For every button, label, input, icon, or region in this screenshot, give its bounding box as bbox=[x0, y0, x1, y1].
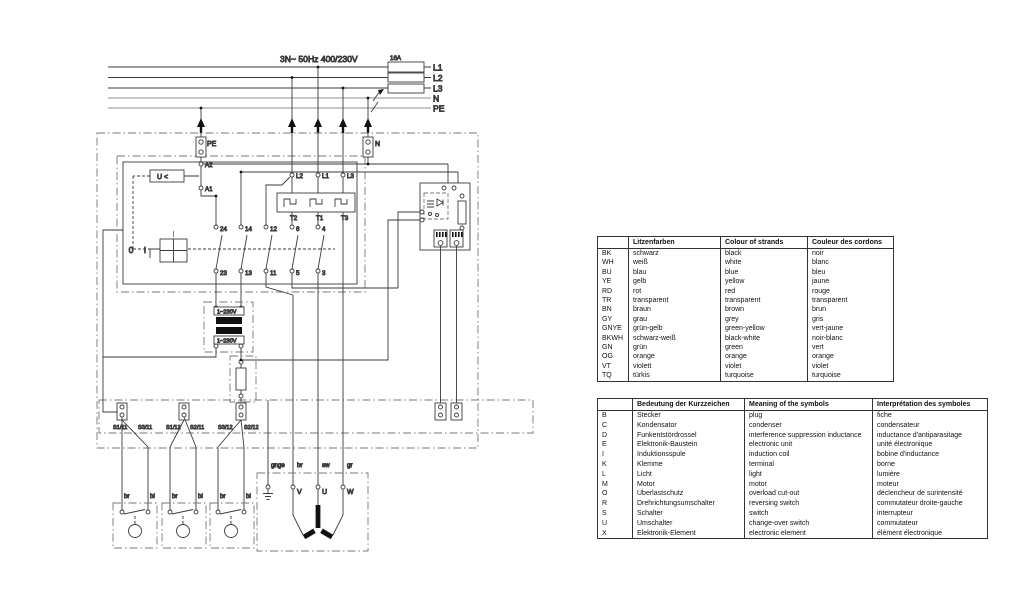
contact-number: 3 bbox=[322, 270, 326, 277]
motor-wiring bbox=[266, 212, 353, 485]
strip-terminal-block bbox=[236, 403, 246, 420]
phase-label-l1: L1 bbox=[322, 173, 329, 180]
color-code-table bbox=[597, 236, 894, 382]
motor-wire-color: gr bbox=[347, 462, 353, 469]
column-header: Interprétation des symboles bbox=[873, 399, 988, 411]
table-row: C Kondensator condenser condensateur bbox=[598, 421, 988, 431]
phase-terminals bbox=[290, 133, 354, 180]
table-row: VT violett violet violet bbox=[598, 362, 894, 371]
contact-number: 13 bbox=[245, 270, 252, 277]
terminal-strip bbox=[113, 403, 462, 431]
contact-number: 4 bbox=[322, 226, 326, 233]
table-row: O Überlastschutz overload cut-out déclencheur de surintensité bbox=[598, 489, 988, 499]
table-row: X Elektronik-Element electronic element élément électronique bbox=[598, 529, 988, 539]
pen-split-mark bbox=[371, 89, 384, 112]
table-row: TR transparent transparent transparent bbox=[598, 296, 894, 305]
symbol-table-header-row bbox=[598, 399, 988, 411]
table-row: L Licht light lumière bbox=[598, 470, 988, 480]
column-header: Meaning of the symbols bbox=[745, 399, 873, 411]
color-table-header-row bbox=[598, 237, 894, 249]
column-header: Couleur des cordons bbox=[808, 237, 894, 249]
plug-arrow bbox=[314, 118, 322, 133]
wire-color-label: bl bbox=[198, 493, 203, 500]
table-row: WH weiß white blanc bbox=[598, 258, 894, 267]
switch-pos-on: I bbox=[143, 245, 147, 255]
table-row: D Funkentstördrossel interference suppression inductance inductance d'antiparasitage bbox=[598, 431, 988, 441]
table-row: TQ türkis turquoise turquoise bbox=[598, 371, 894, 381]
line-label-l2: L2 bbox=[433, 73, 443, 83]
switch-pos-off: 0 bbox=[128, 245, 134, 255]
fuse-rating: 16A bbox=[390, 55, 402, 62]
door-switch-3 bbox=[210, 503, 254, 548]
coil-terminal-a1: A1 bbox=[205, 186, 213, 193]
table-row: GNYE grün-gelb green-yellow vert-jaune bbox=[598, 324, 894, 333]
door-switch-1 bbox=[113, 503, 157, 548]
contact-number: 23 bbox=[220, 270, 227, 277]
table-row: OG orange orange orange bbox=[598, 352, 894, 361]
overload-out-t3: T3 bbox=[341, 215, 349, 222]
strip-label: S2/12 bbox=[244, 425, 259, 431]
contact-number: 6 bbox=[296, 226, 300, 233]
table-row: YE gelb yellow jaune bbox=[598, 277, 894, 286]
line-label-pe: PE bbox=[433, 103, 445, 114]
motor-wire-color: gnge bbox=[271, 462, 285, 469]
wire-color-label: bl bbox=[246, 493, 251, 500]
transformer-secondary-label: 1~230V bbox=[217, 338, 237, 345]
contact-number: 11 bbox=[270, 270, 277, 277]
table-row: R Drehrichtungsumschalter reversing switch commutateur droite-gauche bbox=[598, 499, 988, 509]
wire-color-label: br bbox=[220, 493, 226, 500]
door-switch-2 bbox=[162, 503, 206, 548]
transformer-primary-label: 1~230V bbox=[217, 309, 237, 316]
strip-label: S1/12 bbox=[166, 425, 181, 431]
contact-number: 24 bbox=[220, 226, 227, 233]
table-row: BN braun brown brun bbox=[598, 305, 894, 314]
earth-symbol bbox=[263, 489, 273, 500]
supply-taps bbox=[200, 66, 384, 119]
symbol-table-body bbox=[598, 411, 988, 539]
motor-wire-color: br bbox=[297, 462, 303, 469]
manual-switch-handle bbox=[129, 231, 187, 262]
motor-terminal-w: W bbox=[347, 489, 354, 496]
line-label-l1: L1 bbox=[433, 62, 443, 73]
plug-connectors bbox=[197, 118, 372, 133]
color-table-body bbox=[598, 249, 894, 382]
line-label-n: N bbox=[433, 93, 440, 104]
overload-out-t2: T2 bbox=[290, 215, 298, 222]
electronic-module bbox=[420, 183, 470, 405]
phase-label-l3: L3 bbox=[347, 173, 354, 180]
wire-color-label: br bbox=[124, 493, 130, 500]
contact-number: 12 bbox=[270, 226, 277, 233]
table-row: K Klemme terminal borne bbox=[598, 460, 988, 470]
table-row: BKWH schwarz-weiß black-white noir-blanc bbox=[598, 334, 894, 343]
column-header bbox=[598, 399, 633, 411]
table-row: S Schalter switch interrupteur bbox=[598, 509, 988, 519]
column-header: Bedeutung der Kurzzeichen bbox=[633, 399, 745, 411]
contact-number: 5 bbox=[296, 270, 300, 277]
table-row: GY grau grey gris bbox=[598, 315, 894, 324]
star-winding bbox=[293, 489, 343, 537]
pe-terminal-label: PE bbox=[207, 141, 217, 148]
table-row: GN grün green vert bbox=[598, 343, 894, 352]
column-header: Colour of strands bbox=[721, 237, 808, 249]
table-row: I Induktionsspule induction coil bobine d'inductance bbox=[598, 450, 988, 460]
column-header bbox=[598, 237, 629, 249]
plug-arrow bbox=[339, 118, 347, 133]
plug-arrow bbox=[288, 118, 296, 133]
contact-number: 14 bbox=[245, 226, 252, 233]
table-row: BK schwarz black noir bbox=[598, 249, 894, 259]
supply-fuses bbox=[388, 55, 424, 93]
strip-label: S1/11 bbox=[113, 425, 128, 431]
column-header: Litzenfarben bbox=[629, 237, 721, 249]
phase-label-l2: L2 bbox=[296, 173, 303, 180]
strip-label: S2/11 bbox=[190, 425, 205, 431]
table-row: U Umschalter change-over switch commutateur bbox=[598, 519, 988, 529]
overload-out-t1: T1 bbox=[316, 215, 324, 222]
undervoltage-symbol: U < bbox=[157, 174, 169, 181]
strip-terminal-block bbox=[435, 403, 462, 420]
strip-label: S3/12 bbox=[218, 425, 233, 431]
plug-arrow bbox=[197, 118, 205, 133]
pe-terminal-block bbox=[196, 133, 217, 162]
control-fuse bbox=[230, 356, 256, 405]
table-row: RD rot red rouge bbox=[598, 287, 894, 296]
table-row: BU blau blue bleu bbox=[598, 268, 894, 277]
wire-color-label: br bbox=[172, 493, 178, 500]
motor-wire-color: sw bbox=[322, 462, 330, 469]
coil-terminal-a2: A2 bbox=[205, 162, 213, 169]
plug-arrow bbox=[364, 118, 372, 133]
n-terminal-block bbox=[363, 133, 380, 157]
motor bbox=[257, 473, 368, 551]
table-row: B Stecker plug fiche bbox=[598, 411, 988, 421]
motor-terminal-u: U bbox=[322, 489, 328, 496]
terminal-strip-outline bbox=[99, 400, 533, 433]
table-row: E Elektronik-Baustein electronic unit unité électronique bbox=[598, 440, 988, 450]
table-row: M Motor motor moteur bbox=[598, 480, 988, 490]
strip-label: S3/11 bbox=[138, 425, 153, 431]
symbol-meaning-table bbox=[597, 398, 988, 539]
n-terminal-label: N bbox=[375, 141, 381, 148]
supply-rating: 3N~ 50Hz 400/230V bbox=[280, 54, 358, 64]
wire-color-label: bl bbox=[150, 493, 155, 500]
motor-terminal-v: V bbox=[297, 489, 302, 496]
line-label-l3: L3 bbox=[433, 83, 443, 94]
